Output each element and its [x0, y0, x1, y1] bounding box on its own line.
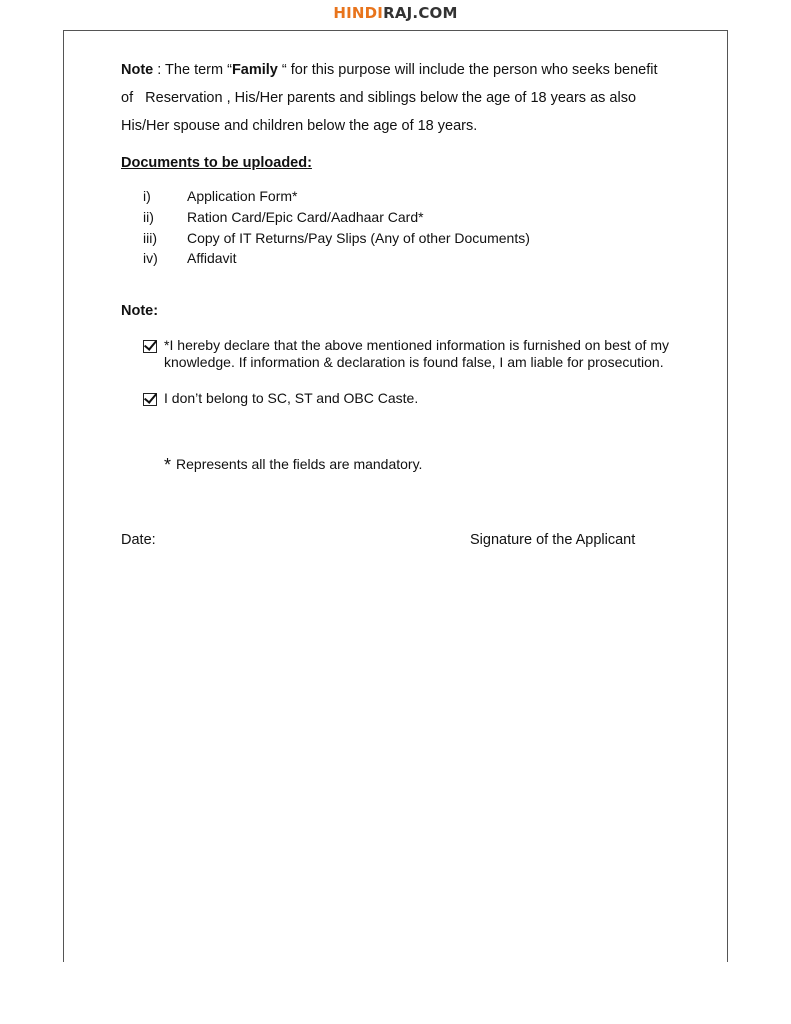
- document-text: Application Form*: [187, 188, 298, 204]
- declaration-item: [143, 390, 418, 406]
- checked-box-icon[interactable]: [143, 393, 157, 406]
- declaration-item: [143, 337, 669, 371]
- documents-heading: [121, 155, 312, 171]
- document-text: Affidavit: [187, 250, 237, 266]
- document-item: [143, 209, 424, 225]
- mandatory-note: [164, 455, 422, 476]
- watermark-part1: HINDI: [333, 4, 384, 22]
- documents-heading-colon: :: [307, 155, 312, 171]
- checked-box-icon[interactable]: [143, 340, 157, 353]
- document-number: ii): [143, 209, 154, 225]
- family-note-line2: of Reservation , His/Her parents and siblings below the age of 18 years as also: [121, 90, 637, 106]
- declaration-text: *I hereby declare that the above mentioned information is furnished on best of my knowledge. If information & declaration is found false, I am liable for prosecution.: [164, 337, 669, 370]
- document-number: iii): [143, 230, 157, 246]
- documents-heading-text: Documents to be uploaded: [121, 155, 308, 171]
- family-term: Family: [231, 62, 278, 78]
- note-line1-rest: “ for this purpose will include the person who seeks benefit: [277, 62, 658, 78]
- note-sep: : The term “: [153, 62, 232, 78]
- document-item: [143, 250, 237, 266]
- mandatory-text: Represents all the fields are mandatory.: [176, 456, 423, 472]
- family-note-line1: [121, 62, 658, 78]
- document-item: [143, 188, 298, 204]
- family-note-line3: His/Her spouse and children below the age of 18 years.: [121, 118, 478, 134]
- note-heading: Note:: [121, 303, 159, 319]
- asterisk: *: [164, 455, 172, 475]
- document-number: i): [143, 188, 151, 204]
- note-label: Note: [121, 62, 154, 78]
- document-item: [143, 230, 530, 246]
- document-text: Copy of IT Returns/Pay Slips (Any of other Documents): [187, 230, 530, 246]
- watermark-logo: [0, 4, 791, 22]
- document-text: Ration Card/Epic Card/Aadhaar Card*: [187, 209, 424, 225]
- signature-label: Signature of the Applicant: [470, 532, 636, 548]
- document-number: iv): [143, 250, 158, 266]
- declaration-text: I don’t belong to SC, ST and OBC Caste.: [164, 390, 419, 406]
- watermark-part2: RAJ.COM: [383, 4, 458, 22]
- date-label: Date:: [121, 532, 156, 548]
